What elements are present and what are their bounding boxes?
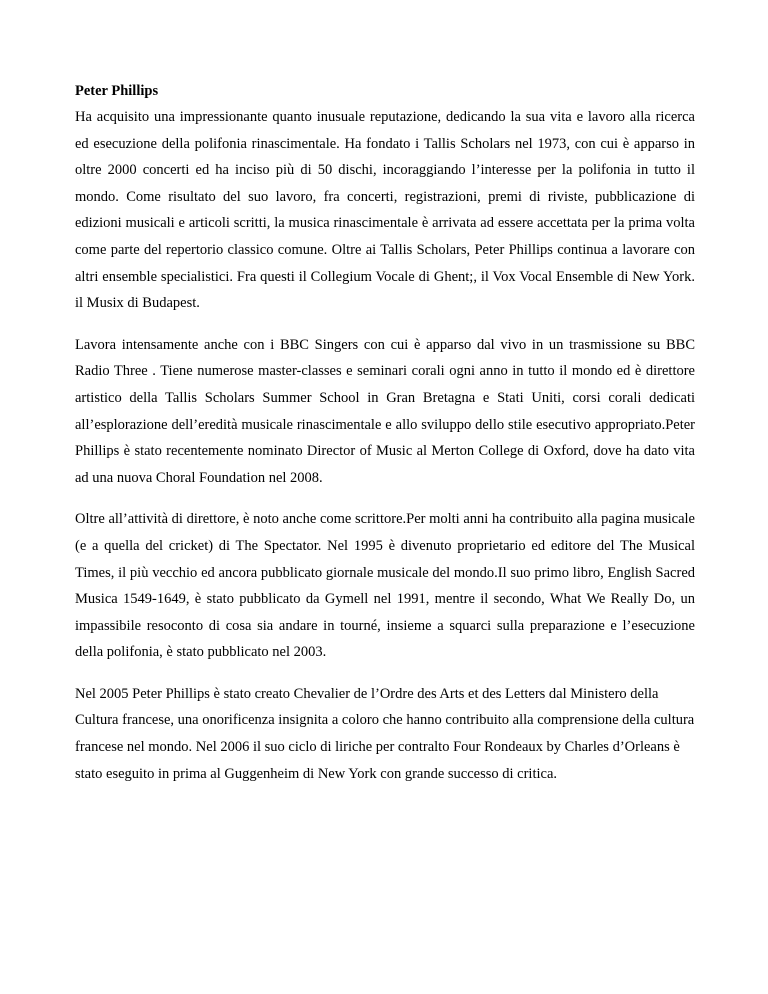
paragraph-writer: Oltre all’attività di direttore, è noto anche come scrittore.Per molti anni ha contribuito alla pagina musicale (e a quella del cricket) di The Spectator. Nel 1995 è divenuto proprietario ed editore del The Musical Times, il più vecchio ed ancora pubblicato giornale musicale del mondo.Il suo primo libro, English Sacred Musica 1549-1649, è stato pubblicato da Gymell nel 1991, mentre il secondo, What We Really Do, un impassibile resoconto di cosa sia andare in tourné, insieme a squarci sulla preparazione e l’esecuzione della polifonia, è stato pubblicato nel 2003. [75, 511, 695, 661]
paragraph-honors: Nel 2005 Peter Phillips è stato creato Chevalier de l’Ordre des Arts et des Letters dal Ministero della Cultura francese, una onorificenza insignita a coloro che hanno contribuito alla comprensione della cultura francese nel mondo. Nel 2006 il suo ciclo di liriche per contralto Four Rondeaux by Charles d’Orleans è stato eseguito in prima al Guggenheim di New York con grande successo di critica. [75, 685, 695, 782]
document-title: Peter Phillips [75, 83, 159, 99]
document-page [75, 78, 695, 802]
paragraph-biography-intro: Ha acquisito una impressionante quanto inusuale reputazione, dedicando la sua vita e lavoro alla ricerca ed esecuzione della polifonia rinascimentale. Ha fondato i Tallis Scholars nel 1973, con cui è apparso in oltre 2000 concerti ed ha inciso più di 50 dischi, incoraggiando l’interesse per la polifonia in tutto il mondo. Come risultato del suo lavoro, fra concerti, registrazioni, premi di riviste, pubblicazione di edizioni musicali e articoli scritti, la musica rinascimentale è arrivata ad essere accettata per la prima volta come parte del repertorio classico comune. Oltre ai Tallis Scholars, Peter Phillips continua a lavorare con altri ensemble specialistici. Fra questi il Collegium Vocale di Ghent;, il Vox Vocal Ensemble di New York. il Musix di Budapest. [75, 109, 695, 312]
paragraph-bbc-singers: Lavora intensamente anche con i BBC Singers con cui è apparso dal vivo in un trasmissione su BBC Radio Three . Tiene numerose master-classes e seminari corali ogni anno in tutto il mondo ed è direttore artistico della Tallis Scholars Summer School in Gran Bretagna e Stati Uniti, corsi corali dedicati all’esplorazione dell’eredità musicale rinascimentale e allo sviluppo dello stile esecutivo appropriato.Peter Phillips è stato recentemente nominato Director of Music al Merton College di Oxford, dove ha dato vita ad una nuova Choral Foundation nel 2008. [75, 336, 695, 486]
